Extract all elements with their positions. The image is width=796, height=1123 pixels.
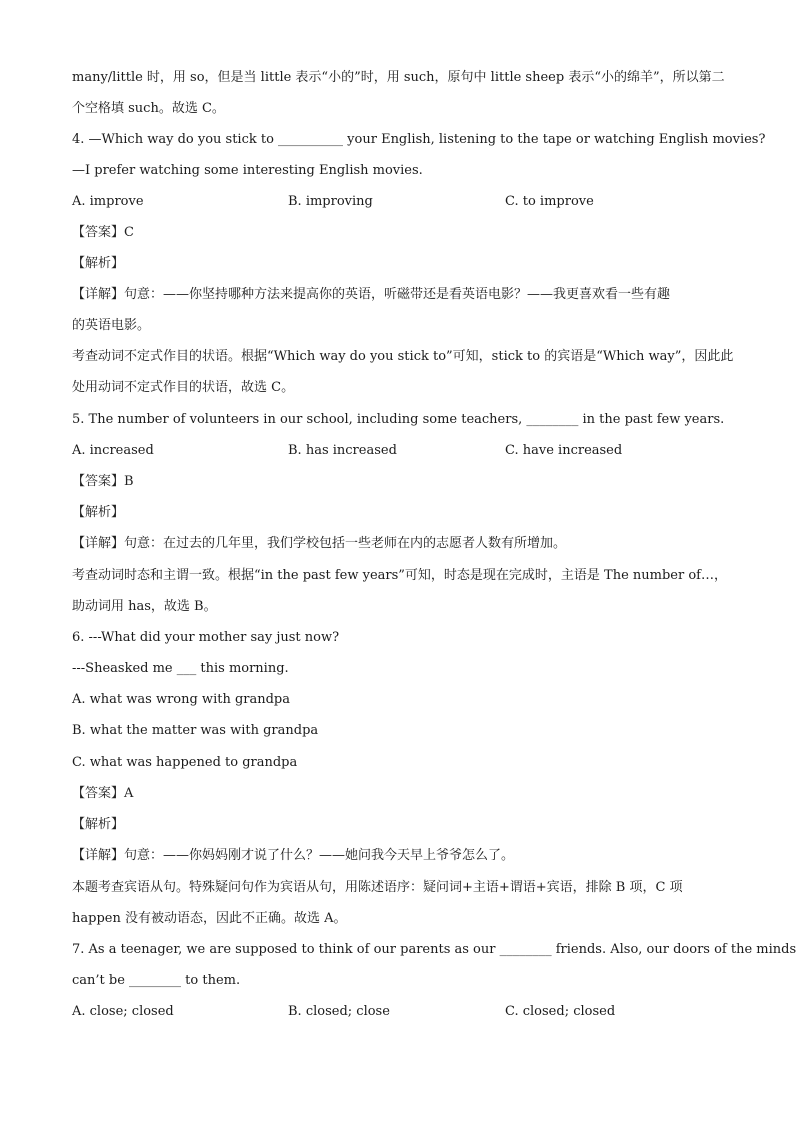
question-7: 7. As a teenager, we are supposed to think of our parents as our ________ friends. Also, our doors of the minds [72, 942, 796, 957]
option-b: B. what the matter was with grandpa [72, 723, 319, 738]
explanation-line: 考查动词时态和主谓一致。根据“in the past few years”可知，时态是现在完成时，主语是 The number of…， [72, 568, 727, 583]
option-c: C. closed; closed [505, 1004, 616, 1019]
option-a: A. close; closed [72, 1004, 174, 1019]
question-6: 6. ---What did your mother say just now? [72, 630, 340, 645]
option-b: B. has increased [288, 443, 397, 458]
explanation-line: 助动词用 has，故选 B。 [72, 599, 217, 614]
text-line: can’t be ________ to them. [72, 973, 241, 988]
option-c: C. to improve [505, 194, 594, 209]
option-a: A. increased [72, 443, 154, 458]
explanation-line: 考查动词不定式作目的状语。根据“Which way do you stick to”可知，stick to 的宾语是“Which way”，因此此 [72, 349, 734, 364]
question-5: 5. The number of volunteers in our school, including some teachers, ________ in the past few years. [72, 412, 725, 427]
analysis-label: 【解析】 [72, 817, 125, 832]
text-line: —I prefer watching some interesting English movies. [72, 163, 423, 178]
option-c: C. have increased [505, 443, 623, 458]
explanation-line: 的英语电影。 [72, 318, 151, 333]
answer-label: 【答案】A [72, 786, 134, 801]
option-b: B. improving [288, 194, 373, 209]
explanation-line: 【详解】句意：——你妈妈刚才说了什么？——她问我今天早上爷爷怎么了。 [72, 848, 515, 863]
explanation-line: 【详解】句意：——你坚持哪种方法来提高你的英语，听磁带还是看英语电影？——我更喜欢看一些有趣 [72, 287, 671, 302]
explanation-line: 本题考查宾语从句。特殊疑问句作为宾语从句，用陈述语序：疑问词+主语+谓语+宾语，排除 B 项，C 项 [72, 880, 683, 895]
answer-label: 【答案】C [72, 225, 134, 240]
question-4: 4. —Which way do you stick to __________ your English, listening to the tape or watching English movies? [72, 132, 766, 147]
option-a: A. improve [72, 194, 144, 209]
text-line: many/little 时，用 so，但是当 little 表示“小的”时，用 such，原句中 little sheep 表示“小的绵羊”，所以第二 [72, 70, 725, 85]
explanation-line: 【详解】句意：在过去的几年里，我们学校包括一些老师在内的志愿者人数有所增加。 [72, 536, 567, 551]
option-c: C. what was happened to grandpa [72, 755, 298, 770]
option-a: A. what was wrong with grandpa [72, 692, 291, 707]
answer-label: 【答案】B [72, 474, 134, 489]
option-b: B. closed; close [288, 1004, 390, 1019]
analysis-label: 【解析】 [72, 256, 125, 271]
text-line: 个空格填 such。故选 C。 [72, 101, 225, 116]
text-line: ---Sheasked me ___ this morning. [72, 661, 289, 676]
explanation-line: 处用动词不定式作目的状语，故选 C。 [72, 380, 295, 395]
explanation-line: happen 没有被动语态，因此不正确。故选 A。 [72, 911, 347, 926]
analysis-label: 【解析】 [72, 505, 125, 520]
